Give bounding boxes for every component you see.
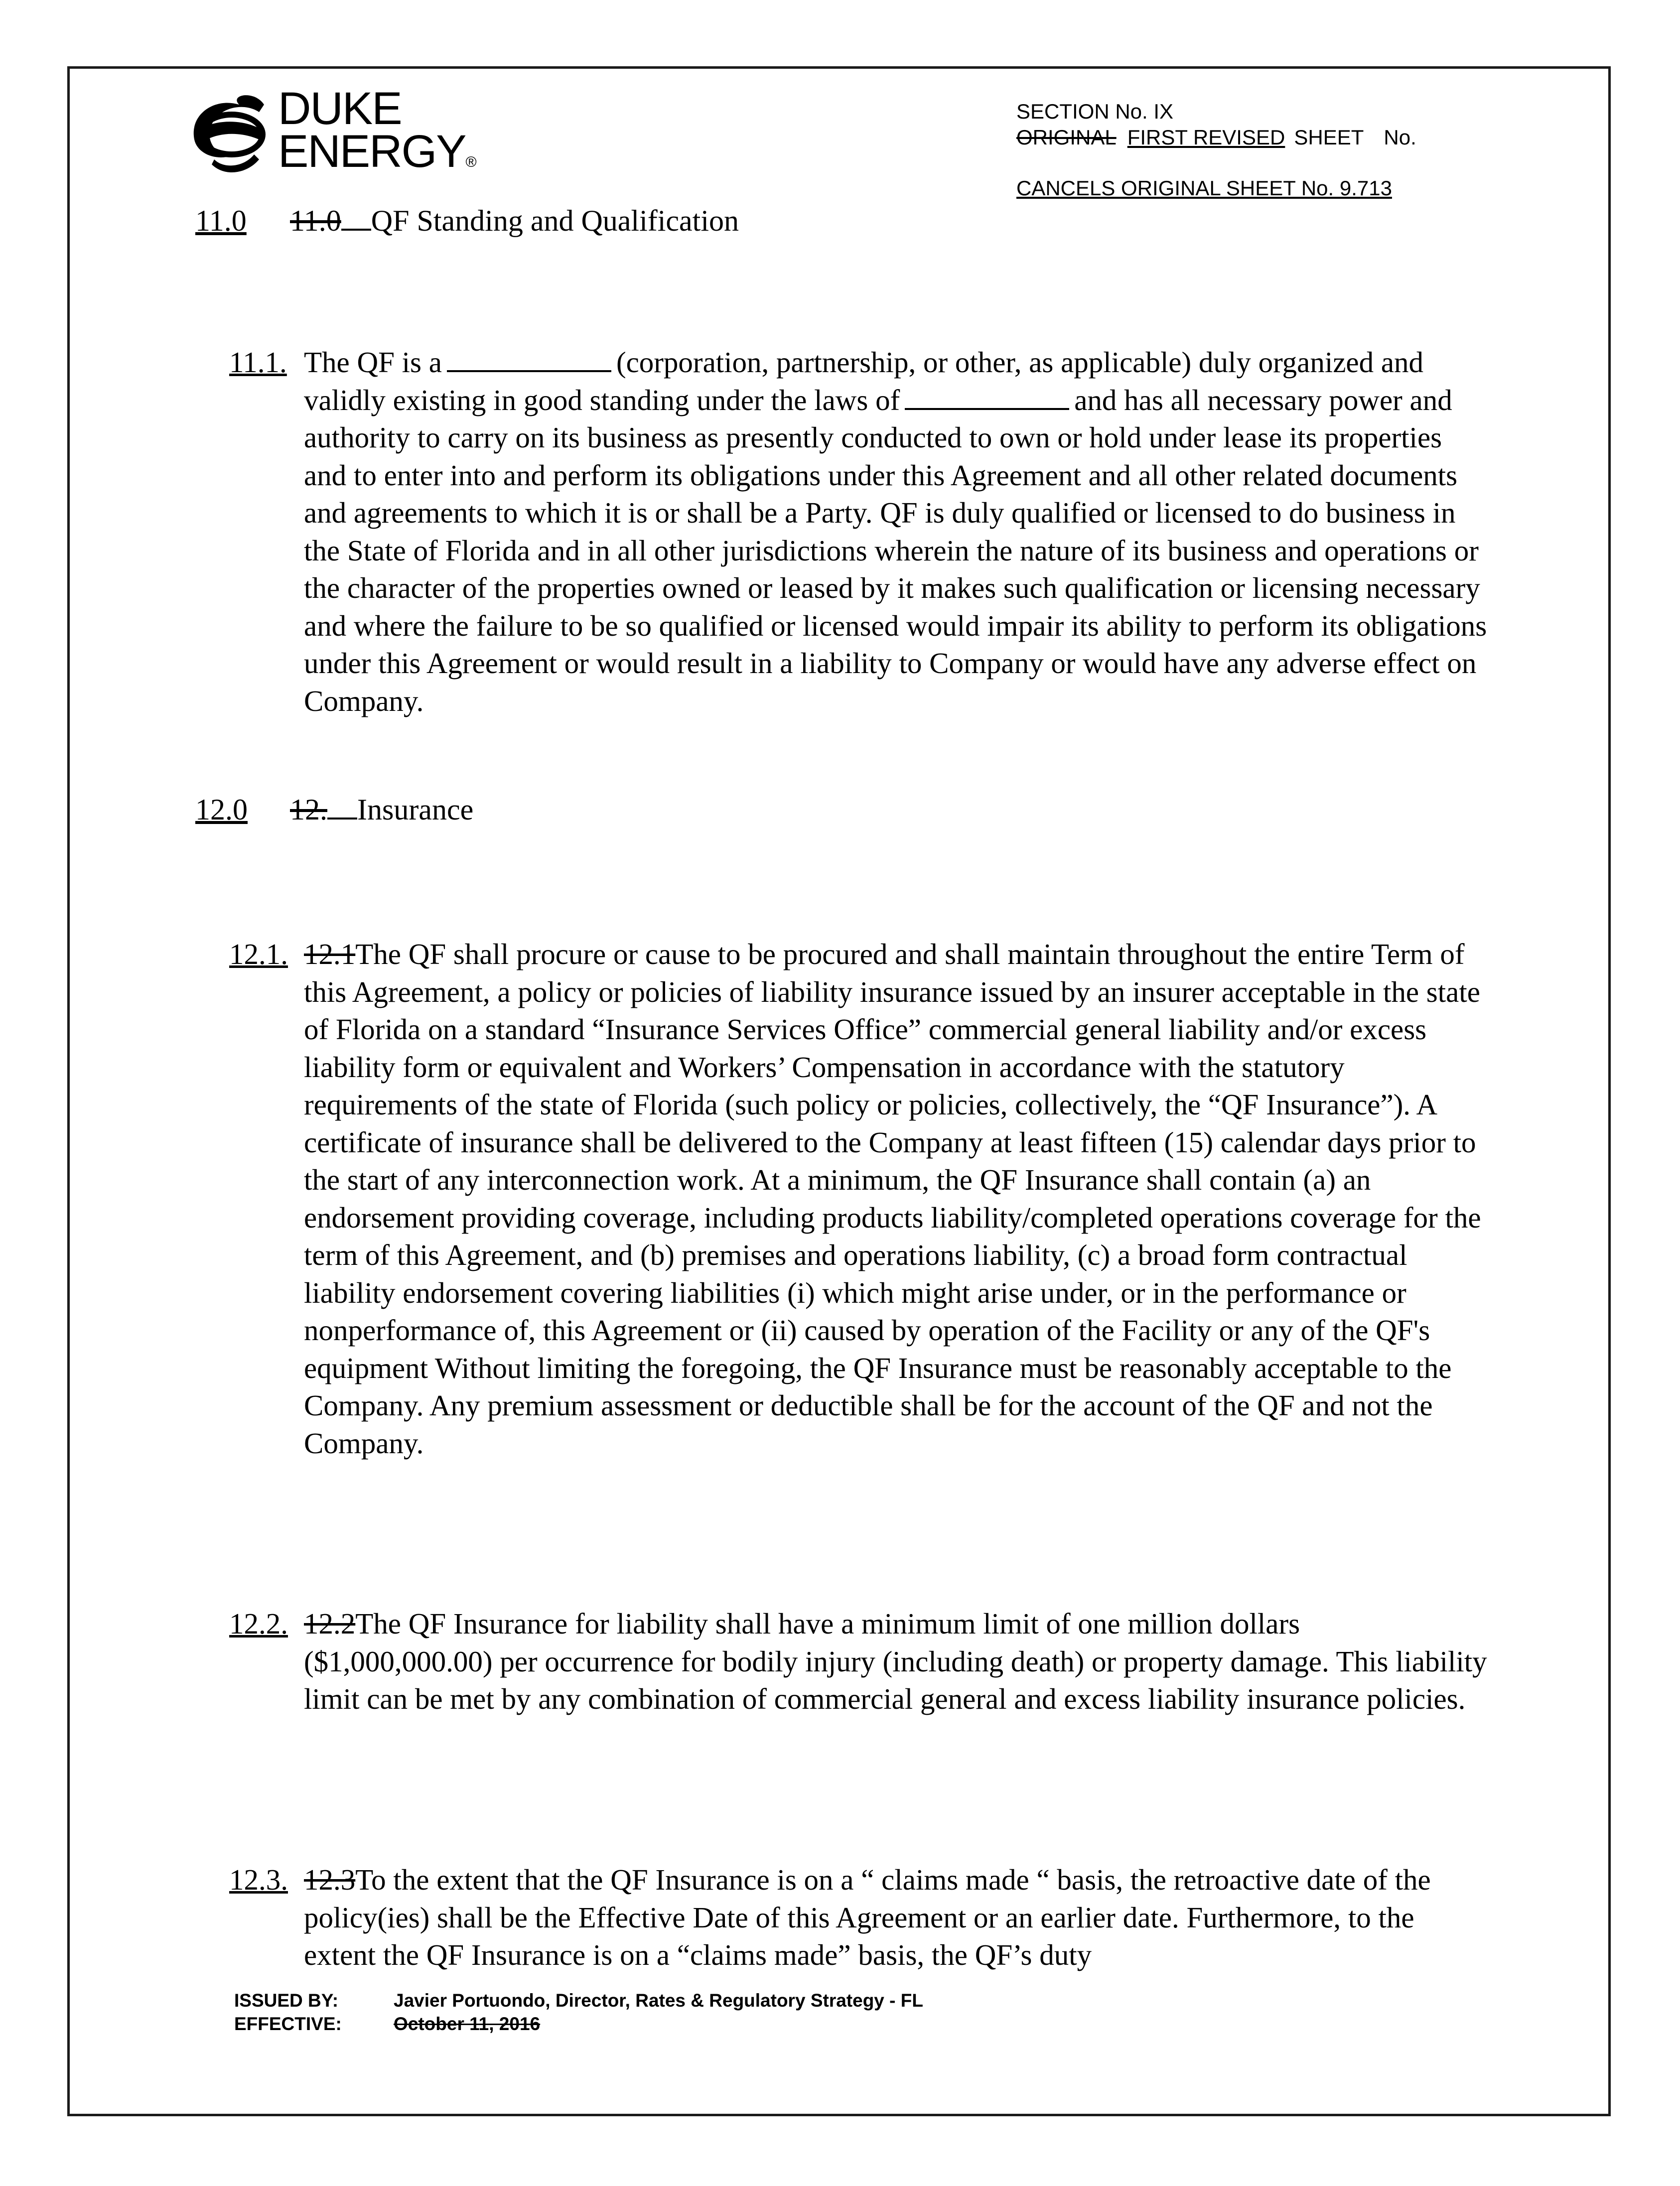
paragraph-11-1 xyxy=(229,344,1490,720)
paragraph-12-1-old-number: 12.1 xyxy=(304,938,356,970)
section-12-number: 12.0 xyxy=(195,793,248,826)
duke-energy-emblem-icon xyxy=(184,85,274,179)
paragraph-12-1-number: 12.1. xyxy=(229,938,288,970)
section-11-heading xyxy=(195,203,739,238)
paragraph-12-3-number: 12.3. xyxy=(229,1863,288,1896)
section-12-old-number: 12. xyxy=(290,793,327,826)
footer-effective xyxy=(234,2013,540,2036)
paragraph-12-2-text: The QF Insurance for liability shall have a minimum limit of one million dollars ($1,000,000.00) per occurrence for bodily injury (including death) or property damage. This liability limit can be met by any combination of commercial general and excess liability insurance policies. xyxy=(304,1607,1487,1715)
paragraph-11-1-text-c: and has all necessary power and authority to carry on its business as presently conducted to own or hold under lease its properties and to enter into and perform its obligations under this Agreement and all other related documents and agreements to which it is or shall be a Party. QF is duly qualified or licensed to do business in the State of Florida and in all other jurisdictions wherein the nature of its business and operations or the character of the properties owned or leased by it makes such qualification or licensing necessary and where the failure to be so qualified or licensed would impair its ability to perform its obligations under this Agreement or would result in a liability to Company or would have any adverse effect on Company. xyxy=(304,383,1487,717)
paragraph-12-3-text: To the extent that the QF Insurance is on a “ claims made “ basis, the retroactive date of the policy(ies) shall be the Effective Date of this Agreement or an earlier date. Furthermore, to the extent the QF Insurance is on a “claims made” basis, the QF’s duty xyxy=(304,1863,1431,1971)
effective-date-struck: October 11, 2016 xyxy=(394,2014,541,2034)
sheet-first-revised: FIRST REVISED xyxy=(1127,126,1285,149)
paragraph-11-1-number: 11.1. xyxy=(229,346,287,379)
sheet-no: No. xyxy=(1384,126,1416,149)
section-11-number: 11.0 xyxy=(195,204,247,237)
paragraph-12-2-lead xyxy=(229,1605,288,1643)
section-11-old-number: 11.0 xyxy=(290,204,341,237)
sheet-original-strike: ORIGINAL xyxy=(1016,126,1117,149)
section-12-title: Insurance xyxy=(357,793,474,826)
paragraph-12-1 xyxy=(229,936,1490,1462)
issued-by-label: ISSUED BY: xyxy=(234,1990,339,2011)
sheet-revision-line xyxy=(1016,126,1416,149)
paragraph-12-2-old-number: 12.2 xyxy=(304,1607,356,1640)
paragraph-12-3-old-number: 12.3 xyxy=(304,1863,356,1896)
issued-by-value: Javier Portuondo, Director, Rates & Regulatory Strategy - FL xyxy=(394,1990,923,2011)
heading-rule xyxy=(327,803,357,820)
section-11-title: QF Standing and Qualification xyxy=(371,204,739,237)
registered-mark: ® xyxy=(465,154,476,170)
section-number: SECTION No. IX xyxy=(1016,100,1174,123)
logo-word-duke: DUKE xyxy=(278,83,402,134)
logo-energy-text: ENERGY xyxy=(278,126,466,177)
paragraph-12-3-lead xyxy=(229,1861,288,1899)
sheet-word: SHEET xyxy=(1294,126,1364,149)
paragraph-11-1-text-b: (corporation, partnership, or other, as applicable) duly organized and validly existing in good standing under the laws of xyxy=(304,346,1424,416)
paragraph-12-3 xyxy=(229,1861,1490,1974)
effective-label: EFFECTIVE: xyxy=(234,2014,342,2034)
paragraph-11-1-text-a: The QF is a xyxy=(304,346,442,379)
paragraph-12-1-lead xyxy=(229,936,288,973)
footer-issued-by xyxy=(234,1989,923,2012)
paragraph-12-2 xyxy=(229,1605,1490,1718)
paragraph-12-1-text: The QF shall procure or cause to be procured and shall maintain throughout the entire Term of this Agreement, a policy or policies of liability insurance issued by an insurer acceptable in the state of Florida on a standard “Insurance Services Office” commercial general liability and/or excess liability form or equivalent and Workers’ Compensation in accordance with the statutory requirements of the state of Florida (such policy or policies, collectively, the “QF Insurance”). A certificate of insurance shall be delivered to the Company at least fifteen (15) calendar days prior to the start of any interconnection work. At a minimum, the QF Insurance shall contain (a) an endorsement providing coverage, including products liability/completed operations coverage for the term of this Agreement, and (b) premises and operations liability, (c) a broad form contractual liability endorsement covering liabilities (i) which might arise under, or in the performance or nonperformance of, this Agreement or (ii) caused by operation of the Facility or any of the QF's equipment Without limiting the foregoing, the QF Insurance must be reasonably acceptable to the Company. Any premium assessment or deductible shall be for the account of the QF and not the Company. xyxy=(304,938,1481,1460)
paragraph-12-2-number: 12.2. xyxy=(229,1607,288,1640)
heading-rule xyxy=(341,214,371,231)
qf-entity-type-blank xyxy=(447,345,611,372)
jurisdiction-blank xyxy=(905,383,1069,410)
cancels-line: CANCELS ORIGINAL SHEET No. 9.713 xyxy=(1016,176,1392,200)
section-12-heading xyxy=(195,792,473,827)
duke-energy-logo xyxy=(184,83,476,184)
logo-word-energy xyxy=(278,126,476,185)
